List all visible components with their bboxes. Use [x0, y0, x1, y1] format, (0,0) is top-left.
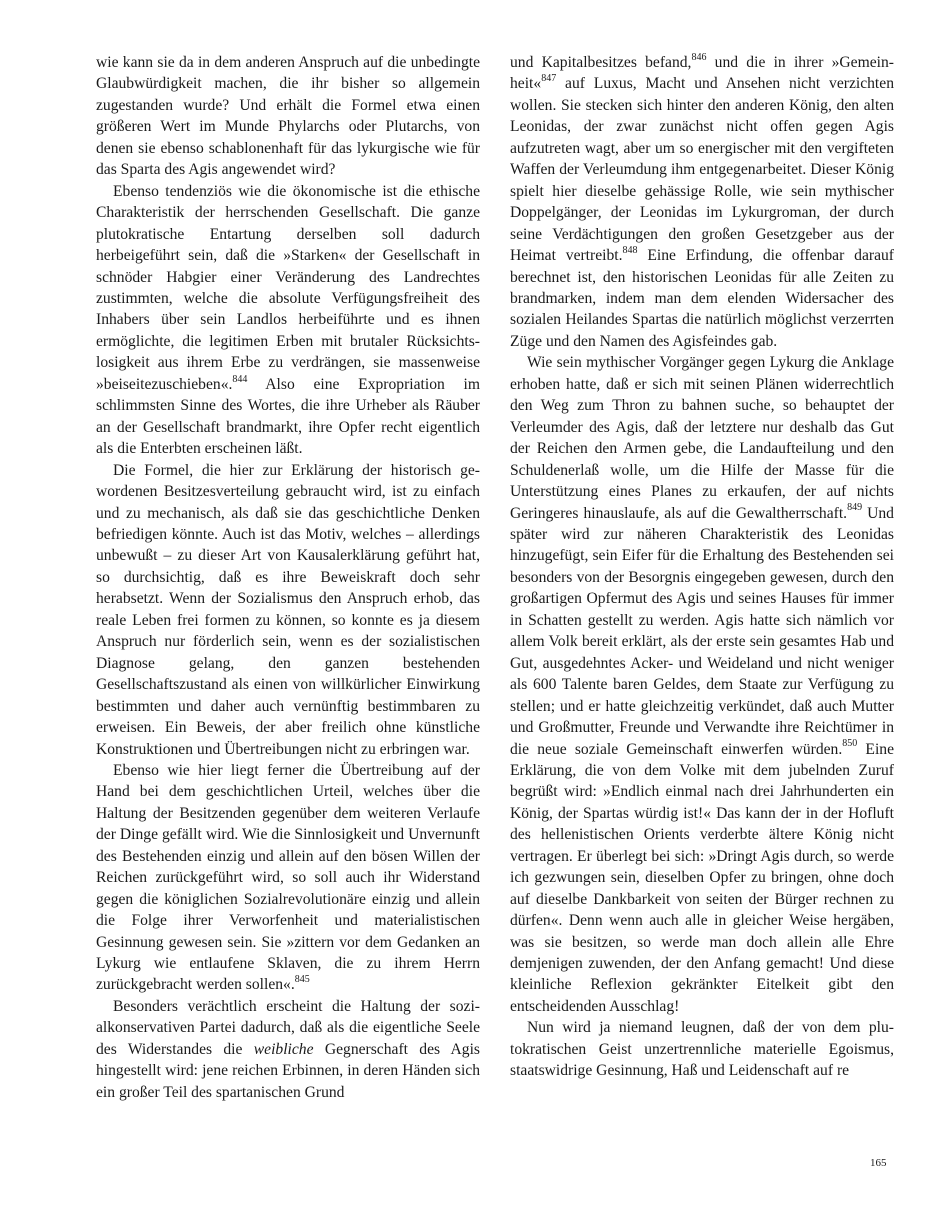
- paragraph: [96, 760, 480, 996]
- paragraph: [96, 996, 480, 1103]
- paragraph: [96, 52, 480, 181]
- paragraph-text: Und später wird zur näheren Charakteristik des Leonidas hinzugefügt, sein Eifer für die Erhaltung des Bestehenden sei besonders von der Besorgnis eingegeben gewesen, durch den großartigen Opfermut des Agis und seines Hauses für immer in Schatten gestellt zu werden. Agis hatte sich nämlich vor allem Volk bereit erklärt, als der erste sein gesamtes Hab und Gut, ausgedehntes Acker- und Weideland und nicht weniger als 600 Talente baren Geldes, dem Staate zur Verfügung zu stellen; und er hatte gleichzeitig verkündet, daß auch Mutter und Großmutter, Freunde und Verwandte ihre Reichtümer in die neue soziale Gemeinschaft einwerfen würden.: [510, 504, 894, 758]
- emphasis-text: weibliche: [253, 1040, 314, 1058]
- paragraph: [96, 181, 480, 460]
- footnote-ref-848[interactable]: 848: [622, 244, 638, 256]
- paragraph-text: und die in ihrer »Gemeinheit«: [510, 54, 894, 93]
- footnote-ref-849[interactable]: 849: [847, 502, 863, 514]
- paragraph-text: Eine Erfindung, die offenbar darauf berechnet ist, den historischen Leonidas für alle Zeiten zu brandmarken, indem man dem elenden Widersacher des sozialen Heilandes Spartas die natürlich möglichst verzerrten Züge und den Namen des Agisfeindes gab.: [510, 247, 894, 350]
- footnote-ref-850[interactable]: 850: [842, 738, 858, 750]
- page-number: 165: [870, 1157, 887, 1169]
- paragraph-text: Ebenso tendenziös wie die ökonomische ist die ethische Charakteristik der herrschenden Gesellschaft. Die ganze plutokratische Entartung derselben soll dadurch herbeigeführt sein, daß die »Starken« der Gesellschaft in schnöder Habgier einer Veränderung des Landrechtes zustimmten, welche die absolute Verfügungsfreiheit des Inhabers über sein Landlos herbeiführte und es ihnen ermöglichte, die legitimen Erben mit brutaler Rücksichtslosigkeit aus ihrem Erbe zu verdrängen, sie massenweise »beiseitezuschieben«.: [96, 182, 480, 393]
- left-column: [96, 52, 480, 1103]
- paragraph-text: Die Formel, die hier zur Erklärung der historisch gewordenen Besitzesverteilung gebraucht wird, ist zu einfach und zu mechanisch, als daß sie das geschichtliche Denken befriedigen könnte. Auch ist das Motiv, welches – allerdings unbewußt – zu dieser Art von Kausalerklärung geführt hat, so durchsichtig, daß es ihre Beweiskraft doch sehr herabsetzt. Wenn der Sozialismus den Anspruch erhob, das reale Leben frei formen zu können, so konnte es ja diesem Anspruch nur förderlich sein, wenn es der sozialistischen Diagnose gelang, den ganzen bestehenden Gesellschaftszustand als einen von willkürlicher Einwirkung bestimmten und daher auch vernünftig bestimmbaren zu erweisen. Ein Beweis, der aber freilich ohne künstliche Konstruktionen und Übertreibungen nicht zu erbringen war.: [96, 461, 480, 758]
- paragraph-text: Gegnerschaft des Agis hingestellt wird: jene reichen Erbinnen, in deren Händen sich ein großer Teil des spartanischen Grund: [96, 1040, 480, 1101]
- paragraph-text: Also eine Expropriation im schlimmsten Sinne des Wortes, die ihre Urheber als Räuber an der Gesellschaft brandmarkt, ihre Opfer recht eigentlich als die Enterbten erscheinen läßt.: [96, 375, 480, 458]
- paragraph-text: und Kapitalbesitzes befand,: [510, 54, 692, 71]
- paragraph: [96, 460, 480, 760]
- footnote-ref-844[interactable]: 844: [232, 373, 248, 385]
- paragraph-text: Besonders verächtlich erscheint die Haltung der sozialkonservativen Partei dadurch, daß als die eigentliche Seele des Widerstandes die: [96, 997, 480, 1058]
- footnote-ref-846[interactable]: 846: [691, 51, 707, 63]
- paragraph-text: Nun wird ja niemand leugnen, daß der von dem plutokratischen Geist unzertrennliche materielle Egoismus, staatswidrige Gesinnung, Haß und Leidenschaft auf re: [510, 1019, 894, 1080]
- paragraph: [510, 52, 894, 352]
- right-column: [510, 52, 894, 1082]
- footnote-ref-847[interactable]: 847: [541, 73, 557, 85]
- paragraph-text: Ebenso wie hier liegt ferner die Übertreibung auf der Hand bei dem geschichtlichen Urteil, welches über die Haltung der Besitzenden gegenüber dem weiteren Verlaufe der Dinge gefällt wird. Wie die Sinnlosigkeit und Unvernunft des Bestehenden einzig und allein auf den bösen Willen der Reichen zurückgeführt wird, so soll auch ihr Widerstand gegen die königlichen Sozialrevolutionäre einzig und allein die Folge ihrer Verworfenheit und materialistischen Gesinnung gewesen sein. Sie »zittern vor dem Gedanken an Lykurg wie entlaufene Sklaven, die zu ihrem Herrn zurückgebracht werden sollen«.: [96, 761, 480, 994]
- paragraph: [510, 1017, 894, 1081]
- paragraph: [510, 352, 894, 1017]
- paragraph-text: Eine Erklärung, die von dem Volke mit dem jubelnden Zuruf begrüßt wird: »Endlich einmal nach drei Jahrhunderten ein König, der Spartas würdig ist!« Das kann der in der Hofluft des hellenistischen Orients verderbte ältere König nicht vertragen. Er überlegt bei sich: »Dringt Agis durch, so werde ich gezwungen sein, dieselben Opfer zu bringen, ohne doch auf dieselbe Dankbarkeit von seiten der Bürger rechnen zu dürfen«. Denn wenn auch alle in gleicher Weise hergäben, was sie besitzen, so werde man doch allein alle Ehre demjenigen zuwenden, der den Anfang gemacht! Und diese kleinliche Reflexion gekränkter Eitelkeit gibt den entscheidenden Ausschlag!: [510, 740, 894, 1015]
- paragraph-text: wie kann sie da in dem anderen Anspruch auf die unbedingte Glaubwürdigkeit machen, die ihr bisher so allgemein zugestanden wurde? Und erhält die Formel etwa einen größeren Wert im Munde Phylarchs oder Plutarchs, von denen sie ebenso schablonenhaft für das lykurgische wie für das Sparta des Agis angewendet wird?: [96, 54, 480, 179]
- paragraph-text: Wie sein mythischer Vorgänger gegen Lykurg die Anklage erhoben hatte, daß er sich mit seinen Plänen widerrechtlich den Weg zum Thron zu bahnen suche, so behauptet der Verleumder des Agis, daß der letztere nur deshalb das Gut der Reichen den Armen gebe, die Landaufteilung und den Schuldenerlaß wolle, um die Hilfe der Masse für die Unterstützung eines Planes zu erkaufen, der auf nichts Geringeres hinauslaufe, als auf die Gewaltherrschaft.: [510, 354, 894, 522]
- paragraph-text: auf Luxus, Macht und Ansehen nicht verzichten wollen. Sie stecken sich hinter den anderen König, den alten Leonidas, der zwar zunächst nicht offen gegen Agis aufzutreten wagt, aber um so energischer mit den vergifteten Waffen der Verleumdung ihm entgegenarbeitet. Dieser König spielt hier dieselbe gehässige Rolle, wie sein mythischer Doppelgänger, der Leonidas im Lykurgroman, der durch seine Verdächtigungen den großen Gesetzgeber aus der Heimat vertreibt.: [510, 75, 894, 265]
- footnote-ref-845[interactable]: 845: [294, 974, 310, 986]
